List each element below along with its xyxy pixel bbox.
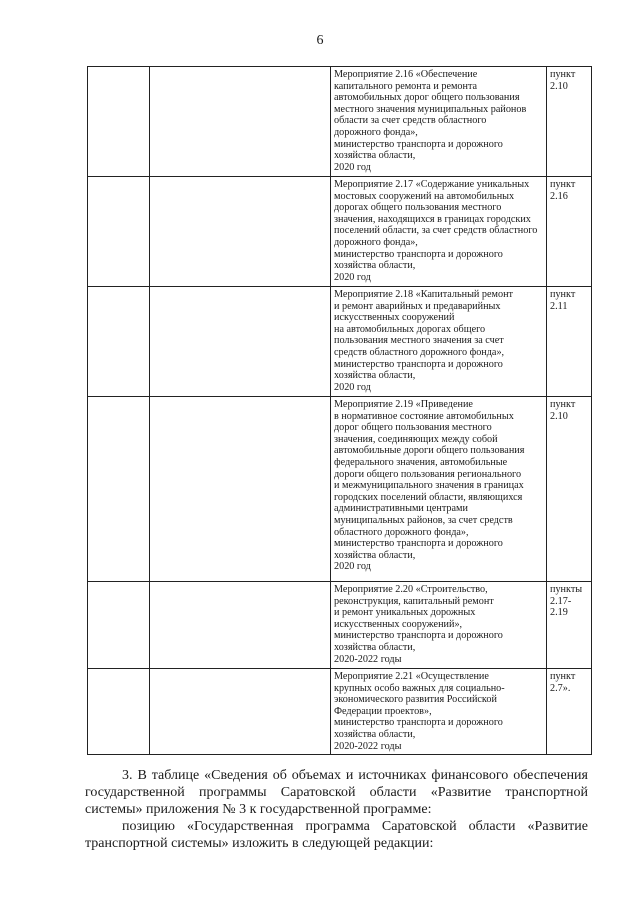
measure-description: Мероприятие 2.20 «Строительство, реконструкция, капитальный ремонт и ремонт уникальных дорожных искусственных сооружений», министерство транспорта и дорожного хозяйства области,: [334, 584, 503, 653]
empty-cell: [150, 67, 331, 177]
measure-description: Мероприятие 2.19 «Приведение в нормативное состояние автомобильных дорог общего пользования местного значения, соединяющих между собой автомобильные дороги общего пользования федерального значения, автомобильные дороги общего пользования регионального и межмуниципального значения в границах городских поселений области, являющихся административными центрами муниципальных районов, за счет средств областного дорожного фонда», министерство транспорта и дорожного хозяйства области,: [334, 399, 525, 561]
empty-cell: [88, 67, 150, 177]
empty-cell: [150, 177, 331, 287]
table-row: [88, 397, 592, 582]
reference-cell: [547, 669, 592, 755]
measure-reference: пункты 2.17- 2.19: [550, 584, 583, 619]
measure-description: Мероприятие 2.16 «Обеспечение капитального ремонта и ремонта автомобильных дорог общего пользования местного значения муниципальных районов области за счет средств областного дорожного фонда», министерство транспорта и дорожного хозяйства области,: [334, 69, 527, 162]
measure-period: 2020-2022 годы: [334, 653, 402, 665]
measure-period: 2020 год: [334, 271, 371, 283]
measure-period: 2020 год: [334, 381, 371, 393]
measure-cell: [331, 287, 547, 397]
measure-cell: [331, 582, 547, 669]
empty-cell: [88, 287, 150, 397]
measure-cell: [331, 177, 547, 287]
measure-cell: [331, 67, 547, 177]
empty-cell: [88, 582, 150, 669]
measure-description: Мероприятие 2.21 «Осуществление крупных особо важных для социально- экономического развития Российской Федерации проектов», министерство транспорта и дорожного хозяйства области,: [334, 671, 505, 740]
measure-cell: [331, 397, 547, 582]
measure-period: 2020 год: [334, 561, 371, 573]
empty-cell: [150, 397, 331, 582]
measure-description: Мероприятие 2.17 «Содержание уникальных мостовых сооружений на автомобильных дорогах общего пользования местного значения, находящихся в границах городских поселений области, за счет средств областного дорожного фонда», министерство транспорта и дорожного хозяйства области,: [334, 179, 538, 272]
reference-cell: [547, 177, 592, 287]
table-row: [88, 582, 592, 669]
reference-cell: [547, 397, 592, 582]
measure-period: 2020-2022 годы: [334, 740, 402, 752]
empty-cell: [88, 177, 150, 287]
reference-cell: [547, 287, 592, 397]
table-row: [88, 67, 592, 177]
empty-cell: [88, 669, 150, 755]
measure-reference: пункт 2.10: [550, 399, 576, 422]
reference-cell: [547, 67, 592, 177]
empty-cell: [150, 287, 331, 397]
measure-cell: [331, 669, 547, 755]
empty-cell: [150, 582, 331, 669]
measures-table: [87, 66, 592, 755]
paragraph-section-3: 3. В таблице «Сведения об объемах и источниках финансового обеспечения государственной программы Саратовской области «Развитие транспортной системы» приложения № 3 к государственной программе:: [85, 768, 588, 817]
paragraph-position: позицию «Государственная программа Саратовской области «Развитие транспортной системы» изложить в следующей редакции:: [85, 819, 588, 851]
page-number: 6: [316, 33, 324, 48]
table-row: [88, 177, 592, 287]
empty-cell: [150, 669, 331, 755]
measure-reference: пункт 2.7».: [550, 671, 576, 694]
table-row: [88, 669, 592, 755]
measure-reference: пункт 2.16: [550, 179, 576, 202]
table-row: [88, 287, 592, 397]
empty-cell: [88, 397, 150, 582]
measure-reference: пункт 2.10: [550, 69, 576, 92]
measure-period: 2020 год: [334, 161, 371, 173]
measure-description: Мероприятие 2.18 «Капитальный ремонт и ремонт аварийных и предаварийных искусственных сооружений на автомобильных дорогах общего пользования местного значения за счет средств областного дорожного фонда», министерство транспорта и дорожного хозяйства области,: [334, 289, 513, 382]
reference-cell: [547, 582, 592, 669]
measure-reference: пункт 2.11: [550, 289, 576, 312]
